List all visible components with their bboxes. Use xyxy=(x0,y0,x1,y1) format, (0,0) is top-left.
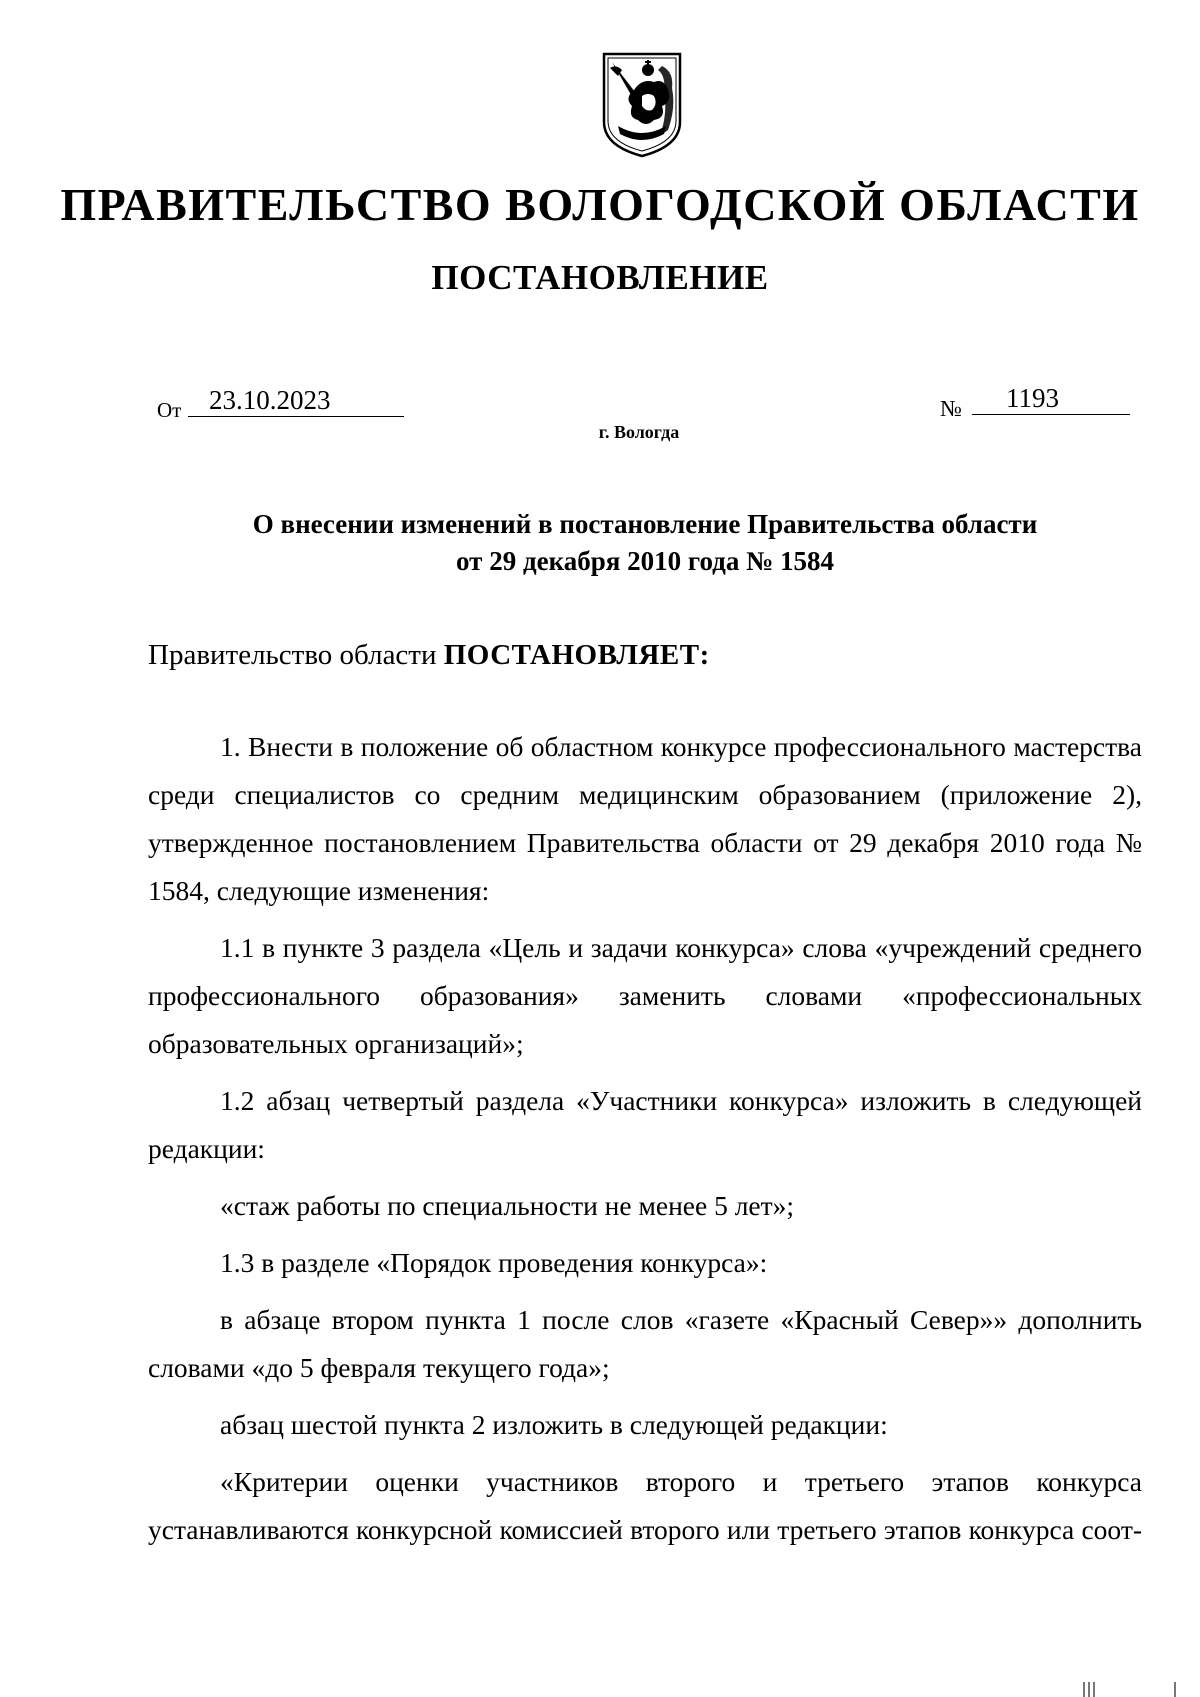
subject-line-1: О внесении изменений в постановление Правительства области xyxy=(252,509,1038,539)
number-label: № xyxy=(940,396,962,421)
scan-mark xyxy=(1093,1682,1095,1697)
paragraph-newspaper: в абзаце втором пункта 1 после слов «газете «Красный Север»» дополнить словами «до 5 февраля текущего года»; xyxy=(148,1304,1142,1383)
scan-mark xyxy=(1174,1682,1176,1697)
decree-word: ПОСТАНОВЛЯЕТ: xyxy=(443,639,710,671)
paragraph-criteria: «Критерии оценки участников второго и третьего этапов конкурса устанавливаются конкурсной комиссией второго или третьего этапов конкурса соот- xyxy=(148,1466,1142,1545)
paragraph-1: 1. Внести в положение об областном конкурсе профессионального мастерства среди специалистов со средним медицинским образованием (приложение 2), утвержденное постановлением Правительства области от 29 декабря 2010 года № 1584, следующие изменения: xyxy=(148,731,1142,906)
scan-mark xyxy=(1083,1682,1085,1697)
paragraph-1-2: 1.2 абзац четвертый раздела «Участники конкурса» изложить в следующей редакции: xyxy=(148,1085,1142,1164)
paragraph-sixth: абзац шестой пункта 2 изложить в следующей редакции: xyxy=(220,1409,888,1440)
paragraph-1-1: 1.1 в пункте 3 раздела «Цель и задачи конкурса» слова «учреждений среднего профессионального образования» заменить словами «профессиональных образовательных организаций»; xyxy=(148,932,1142,1059)
document-date: 23.10.2023 xyxy=(188,384,404,417)
scan-mark xyxy=(1088,1682,1090,1697)
city-label: г. Вологда xyxy=(598,422,680,442)
paragraph-1-3: 1.3 в разделе «Порядок проведения конкурса»: xyxy=(220,1247,768,1278)
preamble-text: Правительство области xyxy=(148,639,444,671)
preamble xyxy=(148,639,710,672)
document-body xyxy=(148,723,1142,1554)
paragraph-quote-experience: «стаж работы по специальности не менее 5 лет»; xyxy=(220,1190,795,1221)
subject-line-2: от 29 декабря 2010 года № 1584 xyxy=(456,546,834,576)
coat-of-arms-icon xyxy=(598,48,686,160)
organization-title: ПРАВИТЕЛЬСТВО ВОЛОГОДСКОЙ ОБЛАСТИ xyxy=(60,179,1140,230)
document-subject xyxy=(150,506,1140,580)
date-label: От xyxy=(157,398,182,422)
document-type-heading: ПОСТАНОВЛЕНИЕ xyxy=(431,258,769,297)
document-number: 1193 xyxy=(972,382,1130,415)
